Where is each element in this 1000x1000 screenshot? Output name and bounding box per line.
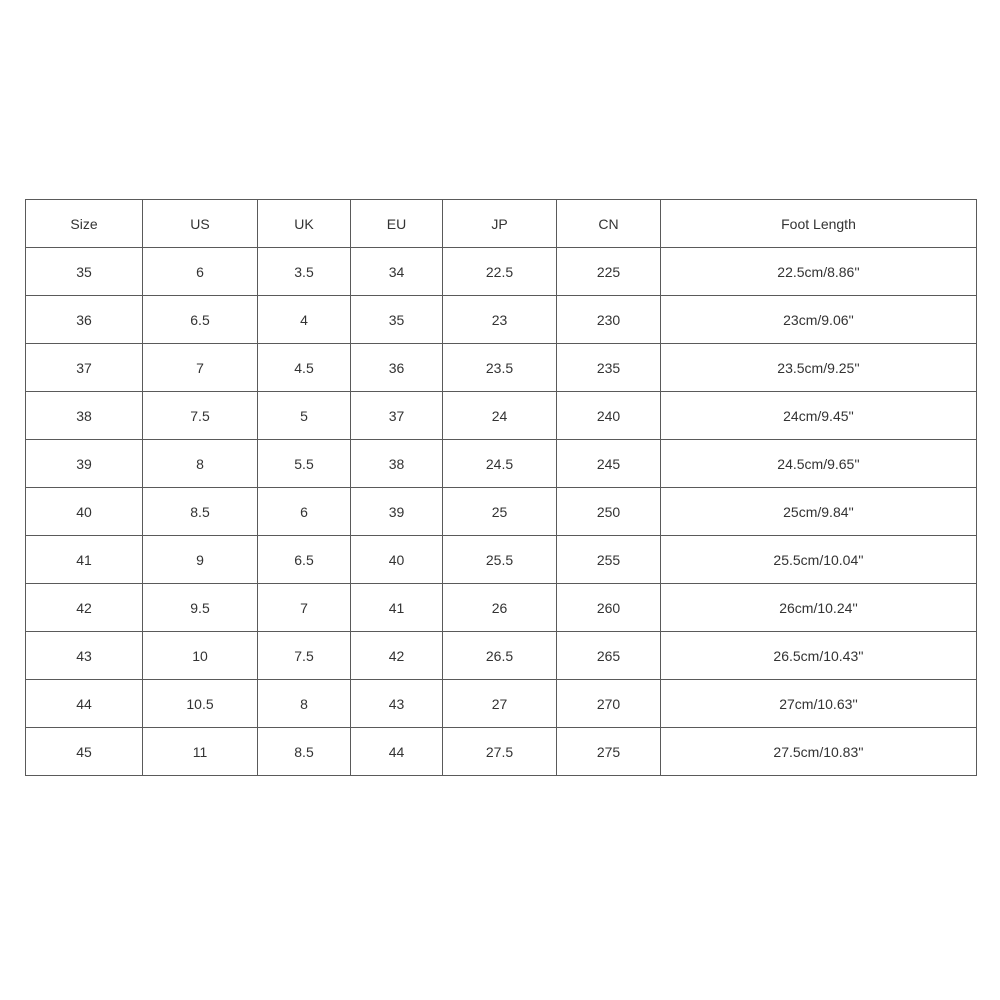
cell-foot-length: 23.5cm/9.25''	[661, 344, 977, 392]
cell-jp: 24	[443, 392, 557, 440]
cell-uk: 8	[258, 680, 351, 728]
header-uk: UK	[258, 200, 351, 248]
table-row	[26, 248, 977, 296]
table-row	[26, 632, 977, 680]
cell-uk: 4.5	[258, 344, 351, 392]
cell-jp: 22.5	[443, 248, 557, 296]
cell-size: 37	[26, 344, 143, 392]
cell-foot-length: 26.5cm/10.43''	[661, 632, 977, 680]
cell-us: 11	[143, 728, 258, 776]
header-eu: EU	[351, 200, 443, 248]
cell-uk: 8.5	[258, 728, 351, 776]
cell-us: 9.5	[143, 584, 258, 632]
cell-uk: 4	[258, 296, 351, 344]
cell-cn: 250	[557, 488, 661, 536]
cell-cn: 240	[557, 392, 661, 440]
cell-us: 8.5	[143, 488, 258, 536]
header-size: Size	[26, 200, 143, 248]
cell-cn: 275	[557, 728, 661, 776]
cell-uk: 7	[258, 584, 351, 632]
cell-foot-length: 24cm/9.45''	[661, 392, 977, 440]
cell-foot-length: 27cm/10.63''	[661, 680, 977, 728]
table-row	[26, 344, 977, 392]
table-row	[26, 680, 977, 728]
table-row	[26, 296, 977, 344]
cell-jp: 24.5	[443, 440, 557, 488]
cell-eu: 44	[351, 728, 443, 776]
header-foot-length: Foot Length	[661, 200, 977, 248]
cell-jp: 23.5	[443, 344, 557, 392]
cell-foot-length: 23cm/9.06''	[661, 296, 977, 344]
cell-cn: 270	[557, 680, 661, 728]
cell-uk: 6	[258, 488, 351, 536]
cell-us: 7	[143, 344, 258, 392]
table-body	[26, 248, 977, 776]
cell-us: 10.5	[143, 680, 258, 728]
cell-cn: 235	[557, 344, 661, 392]
cell-size: 35	[26, 248, 143, 296]
cell-foot-length: 25cm/9.84''	[661, 488, 977, 536]
cell-eu: 42	[351, 632, 443, 680]
cell-us: 6	[143, 248, 258, 296]
header-cn: CN	[557, 200, 661, 248]
header-us: US	[143, 200, 258, 248]
cell-eu: 38	[351, 440, 443, 488]
cell-uk: 5.5	[258, 440, 351, 488]
cell-uk: 7.5	[258, 632, 351, 680]
cell-cn: 245	[557, 440, 661, 488]
cell-size: 36	[26, 296, 143, 344]
cell-foot-length: 24.5cm/9.65''	[661, 440, 977, 488]
cell-us: 7.5	[143, 392, 258, 440]
cell-eu: 39	[351, 488, 443, 536]
cell-cn: 260	[557, 584, 661, 632]
cell-us: 6.5	[143, 296, 258, 344]
cell-size: 43	[26, 632, 143, 680]
cell-jp: 25.5	[443, 536, 557, 584]
size-chart-table	[25, 199, 977, 776]
cell-eu: 36	[351, 344, 443, 392]
cell-eu: 40	[351, 536, 443, 584]
cell-foot-length: 26cm/10.24''	[661, 584, 977, 632]
cell-eu: 34	[351, 248, 443, 296]
cell-cn: 230	[557, 296, 661, 344]
table-row	[26, 536, 977, 584]
cell-us: 9	[143, 536, 258, 584]
cell-uk: 3.5	[258, 248, 351, 296]
cell-eu: 37	[351, 392, 443, 440]
cell-jp: 27	[443, 680, 557, 728]
table-header-row	[26, 200, 977, 248]
cell-eu: 43	[351, 680, 443, 728]
cell-jp: 23	[443, 296, 557, 344]
table-row	[26, 440, 977, 488]
cell-size: 42	[26, 584, 143, 632]
header-jp: JP	[443, 200, 557, 248]
table-row	[26, 488, 977, 536]
table-row	[26, 728, 977, 776]
table-row	[26, 392, 977, 440]
cell-cn: 265	[557, 632, 661, 680]
cell-eu: 35	[351, 296, 443, 344]
cell-jp: 26	[443, 584, 557, 632]
cell-cn: 225	[557, 248, 661, 296]
cell-size: 41	[26, 536, 143, 584]
cell-size: 45	[26, 728, 143, 776]
cell-jp: 26.5	[443, 632, 557, 680]
cell-size: 39	[26, 440, 143, 488]
cell-uk: 6.5	[258, 536, 351, 584]
cell-cn: 255	[557, 536, 661, 584]
cell-size: 40	[26, 488, 143, 536]
table-row	[26, 584, 977, 632]
cell-foot-length: 25.5cm/10.04''	[661, 536, 977, 584]
cell-foot-length: 27.5cm/10.83''	[661, 728, 977, 776]
cell-jp: 25	[443, 488, 557, 536]
cell-size: 38	[26, 392, 143, 440]
cell-us: 10	[143, 632, 258, 680]
cell-size: 44	[26, 680, 143, 728]
cell-us: 8	[143, 440, 258, 488]
cell-jp: 27.5	[443, 728, 557, 776]
cell-foot-length: 22.5cm/8.86''	[661, 248, 977, 296]
cell-eu: 41	[351, 584, 443, 632]
cell-uk: 5	[258, 392, 351, 440]
